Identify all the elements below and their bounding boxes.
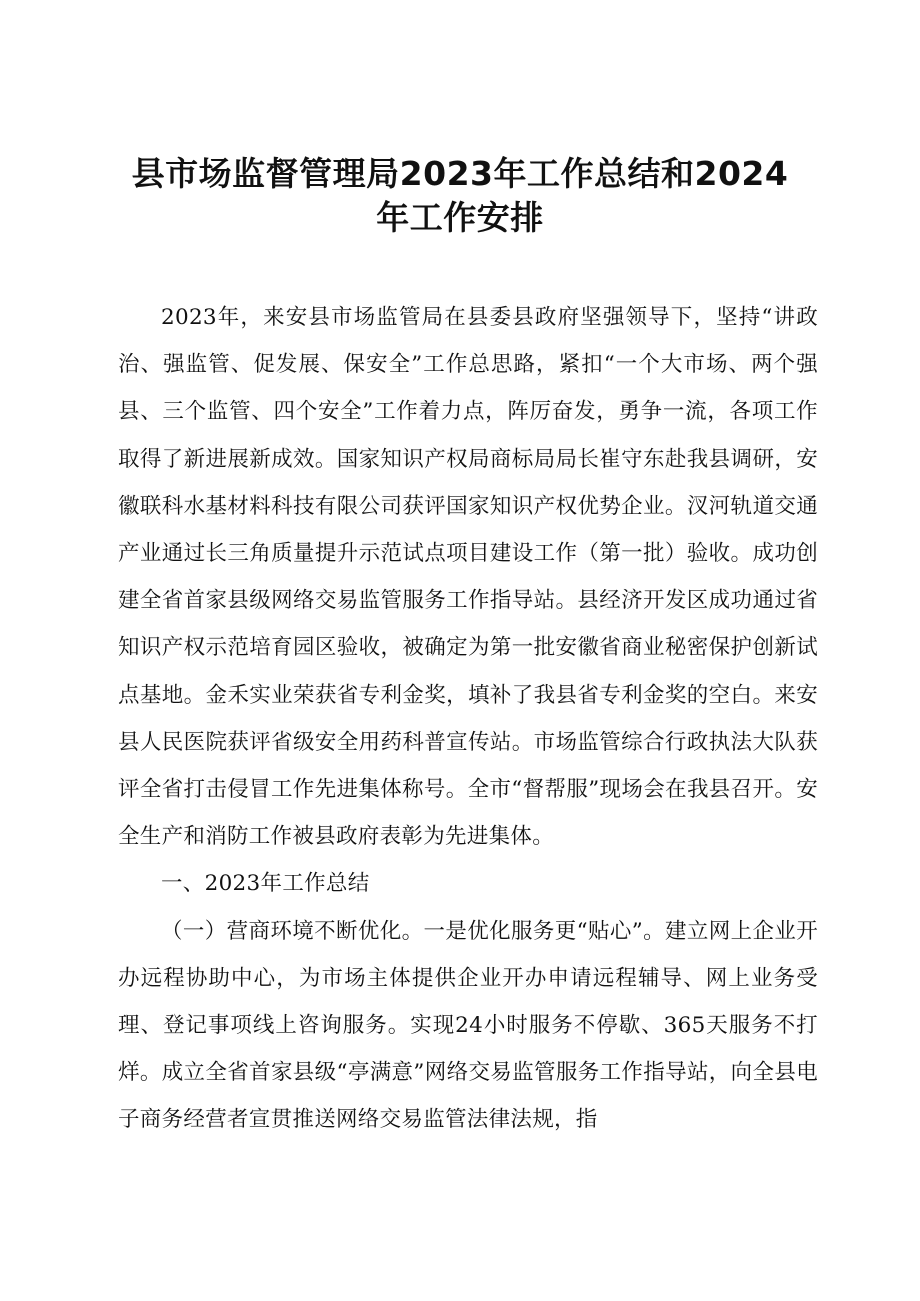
document-title [110, 152, 810, 240]
title-line-2: 年工作安排 [376, 198, 544, 237]
document-body [118, 294, 818, 1144]
section-heading: 一、2023年工作总结 [161, 871, 370, 897]
section-paragraph: （一）营商环境不断优化。一是优化服务更“贴心”。建立网上企业开办远程协助中心，为市场主体提供企业开办申请远程辅导、网上业务受理、登记事项线上咨询服务。实现24小时服务不停歇、365天服务不打烊。成立全省首家县级“亭满意”网络交易监管服务工作指导站，向全县电子商务经营者宣贯推送网络交易监管法律法规，指 [118, 918, 818, 1133]
title-line-1: 县市场监督管理局2023年工作总结和2024 [131, 154, 789, 193]
intro-paragraph: 2023年，来安县市场监管局在县委县政府坚强领导下，坚持“讲政治、强监管、促发展、保安全”工作总思路，紧扣“一个大市场、两个强县、三个监管、四个安全”工作着力点，阵厉奋发，勇争一流，各项工作取得了新进展新成效。国家知识产权局商标局局长崔守东赴我县调研，安徽联科水基材料科技有限公司获评国家知识产权优势企业。汊河轨道交通产业通过长三角质量提升示范试点项目建设工作（第一批）验收。成功创建全省首家县级网络交易监管服务工作指导站。县经济开发区成功通过省知识产权示范培育园区验收，被确定为第一批安徽省商业秘密保护创新试点基地。金禾实业荣获省专利金奖，填补了我县省专利金奖的空白。来安县人民医院获评省级安全用药科普宣传站。市场监管综合行政执法大队获评全省打击侵冒工作先进集体称号。全市“督帮服”现场会在我县召开。安全生产和消防工作被县政府表彰为先进集体。 [118, 305, 818, 850]
